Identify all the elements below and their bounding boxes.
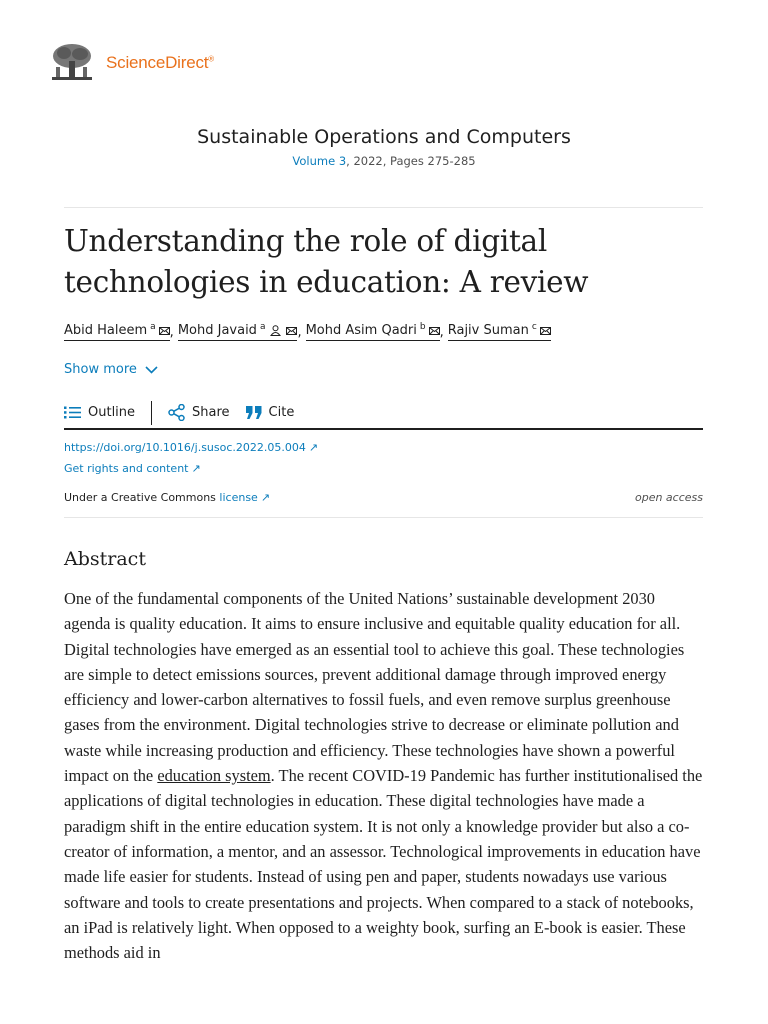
article-links: [64, 440, 318, 482]
outline-label: Outline: [88, 405, 136, 420]
chevron-down-icon: [145, 366, 158, 374]
author-separator: ,: [297, 324, 302, 340]
journal-details: , 2022, Pages 275-285: [346, 154, 476, 168]
abstract-text: [64, 586, 704, 965]
quote-icon: [246, 406, 262, 419]
share-icon: [168, 404, 185, 421]
external-link-icon: ↗: [191, 462, 201, 475]
abstract-text-part: One of the fundamental components of the United Nations’ sustainable development 2030 agenda is quality education. It aims to ensure inclusive and equitable quality education for all. Digital technologies have emerged as an essential tool to achieve this goal. These technologies are simple to detect emissions sources, prevent additional damage through improved energy efficiency and lower-carbon alternatives to fossil fuels, and even remove surplus greenhouse gases from the environment. Digital technologies strive to decrease or eliminate pollution and waste while increasing production and efficiency. These technologies have shown a powerful impact on the: [64, 589, 685, 786]
cite-label: Cite: [268, 405, 295, 420]
open-access-badge: open access: [634, 491, 703, 504]
journal-title[interactable]: Sustainable Operations and Computers: [197, 126, 571, 148]
toolbar-divider: [151, 401, 152, 425]
volume-link[interactable]: Volume 3: [292, 154, 347, 168]
license-statement: [64, 491, 270, 504]
abstract-text-part: . The recent COVID-19 Pandemic has further institutionalised the applications of digital technologies in education. These digital technologies have made a paradigm shift in the entire education system. It is not only a knowledge provider but also a co-creator of information, a mentor, and an assessor. Technological improvements in education have made life easier for students. Instead of using pen and paper, students nowadays use various software and tools to create presentations and projects. When compared to a stack of notebooks, an iPad is relatively light. When opposed to a weighty book, surfing an E-book is easier. These methods aid in: [64, 766, 703, 963]
show-more-button[interactable]: [64, 362, 158, 377]
license-row: [64, 491, 703, 504]
education-system-link[interactable]: education system: [157, 766, 271, 786]
journal-meta: [0, 154, 768, 168]
mail-icon: [286, 327, 297, 335]
divider: [64, 517, 703, 518]
person-icon: [270, 325, 281, 336]
author-list: [64, 323, 551, 341]
share-button[interactable]: [168, 404, 230, 421]
share-label: Share: [192, 405, 230, 420]
outline-button[interactable]: [64, 405, 135, 420]
article-title: Understanding the role of digital technologies in education: A review: [64, 224, 589, 299]
author-link[interactable]: Mohd Asim Qadri $^b$: [306, 323, 440, 341]
elsevier-tree-icon: [50, 43, 94, 83]
article-toolbar: [64, 397, 703, 430]
divider: [64, 207, 703, 208]
sciencedirect-brand: ScienceDirect®: [106, 53, 214, 72]
author-separator: ,: [439, 324, 444, 340]
rights-link[interactable]: [64, 461, 318, 482]
rights-text: Get rights and content: [64, 462, 189, 475]
external-link-icon: ↗: [260, 491, 271, 504]
license-link[interactable]: license: [219, 491, 258, 504]
mail-icon: [159, 327, 170, 335]
external-link-icon: ↗: [308, 441, 319, 454]
author-separator: ,: [169, 324, 174, 340]
cite-button[interactable]: [246, 405, 295, 420]
author-link[interactable]: Rajiv Suman $^c$: [448, 323, 551, 341]
doi-text: https://doi.org/10.1016/j.susoc.2022.05.004: [64, 441, 306, 454]
mail-icon: [540, 327, 551, 335]
doi-link[interactable]: [64, 440, 318, 461]
list-icon: [64, 406, 81, 419]
show-more-label: Show more: [64, 362, 137, 377]
journal-header: [0, 126, 768, 168]
mail-icon: [429, 327, 440, 335]
license-prefix: Under a Creative Commons: [64, 491, 220, 504]
author-link[interactable]: Abid Haleem $^a$: [64, 323, 170, 341]
sciencedirect-logo[interactable]: [50, 43, 214, 83]
abstract-heading: Abstract: [64, 548, 146, 570]
author-link[interactable]: Mohd Javaid $^a$: [178, 323, 298, 341]
